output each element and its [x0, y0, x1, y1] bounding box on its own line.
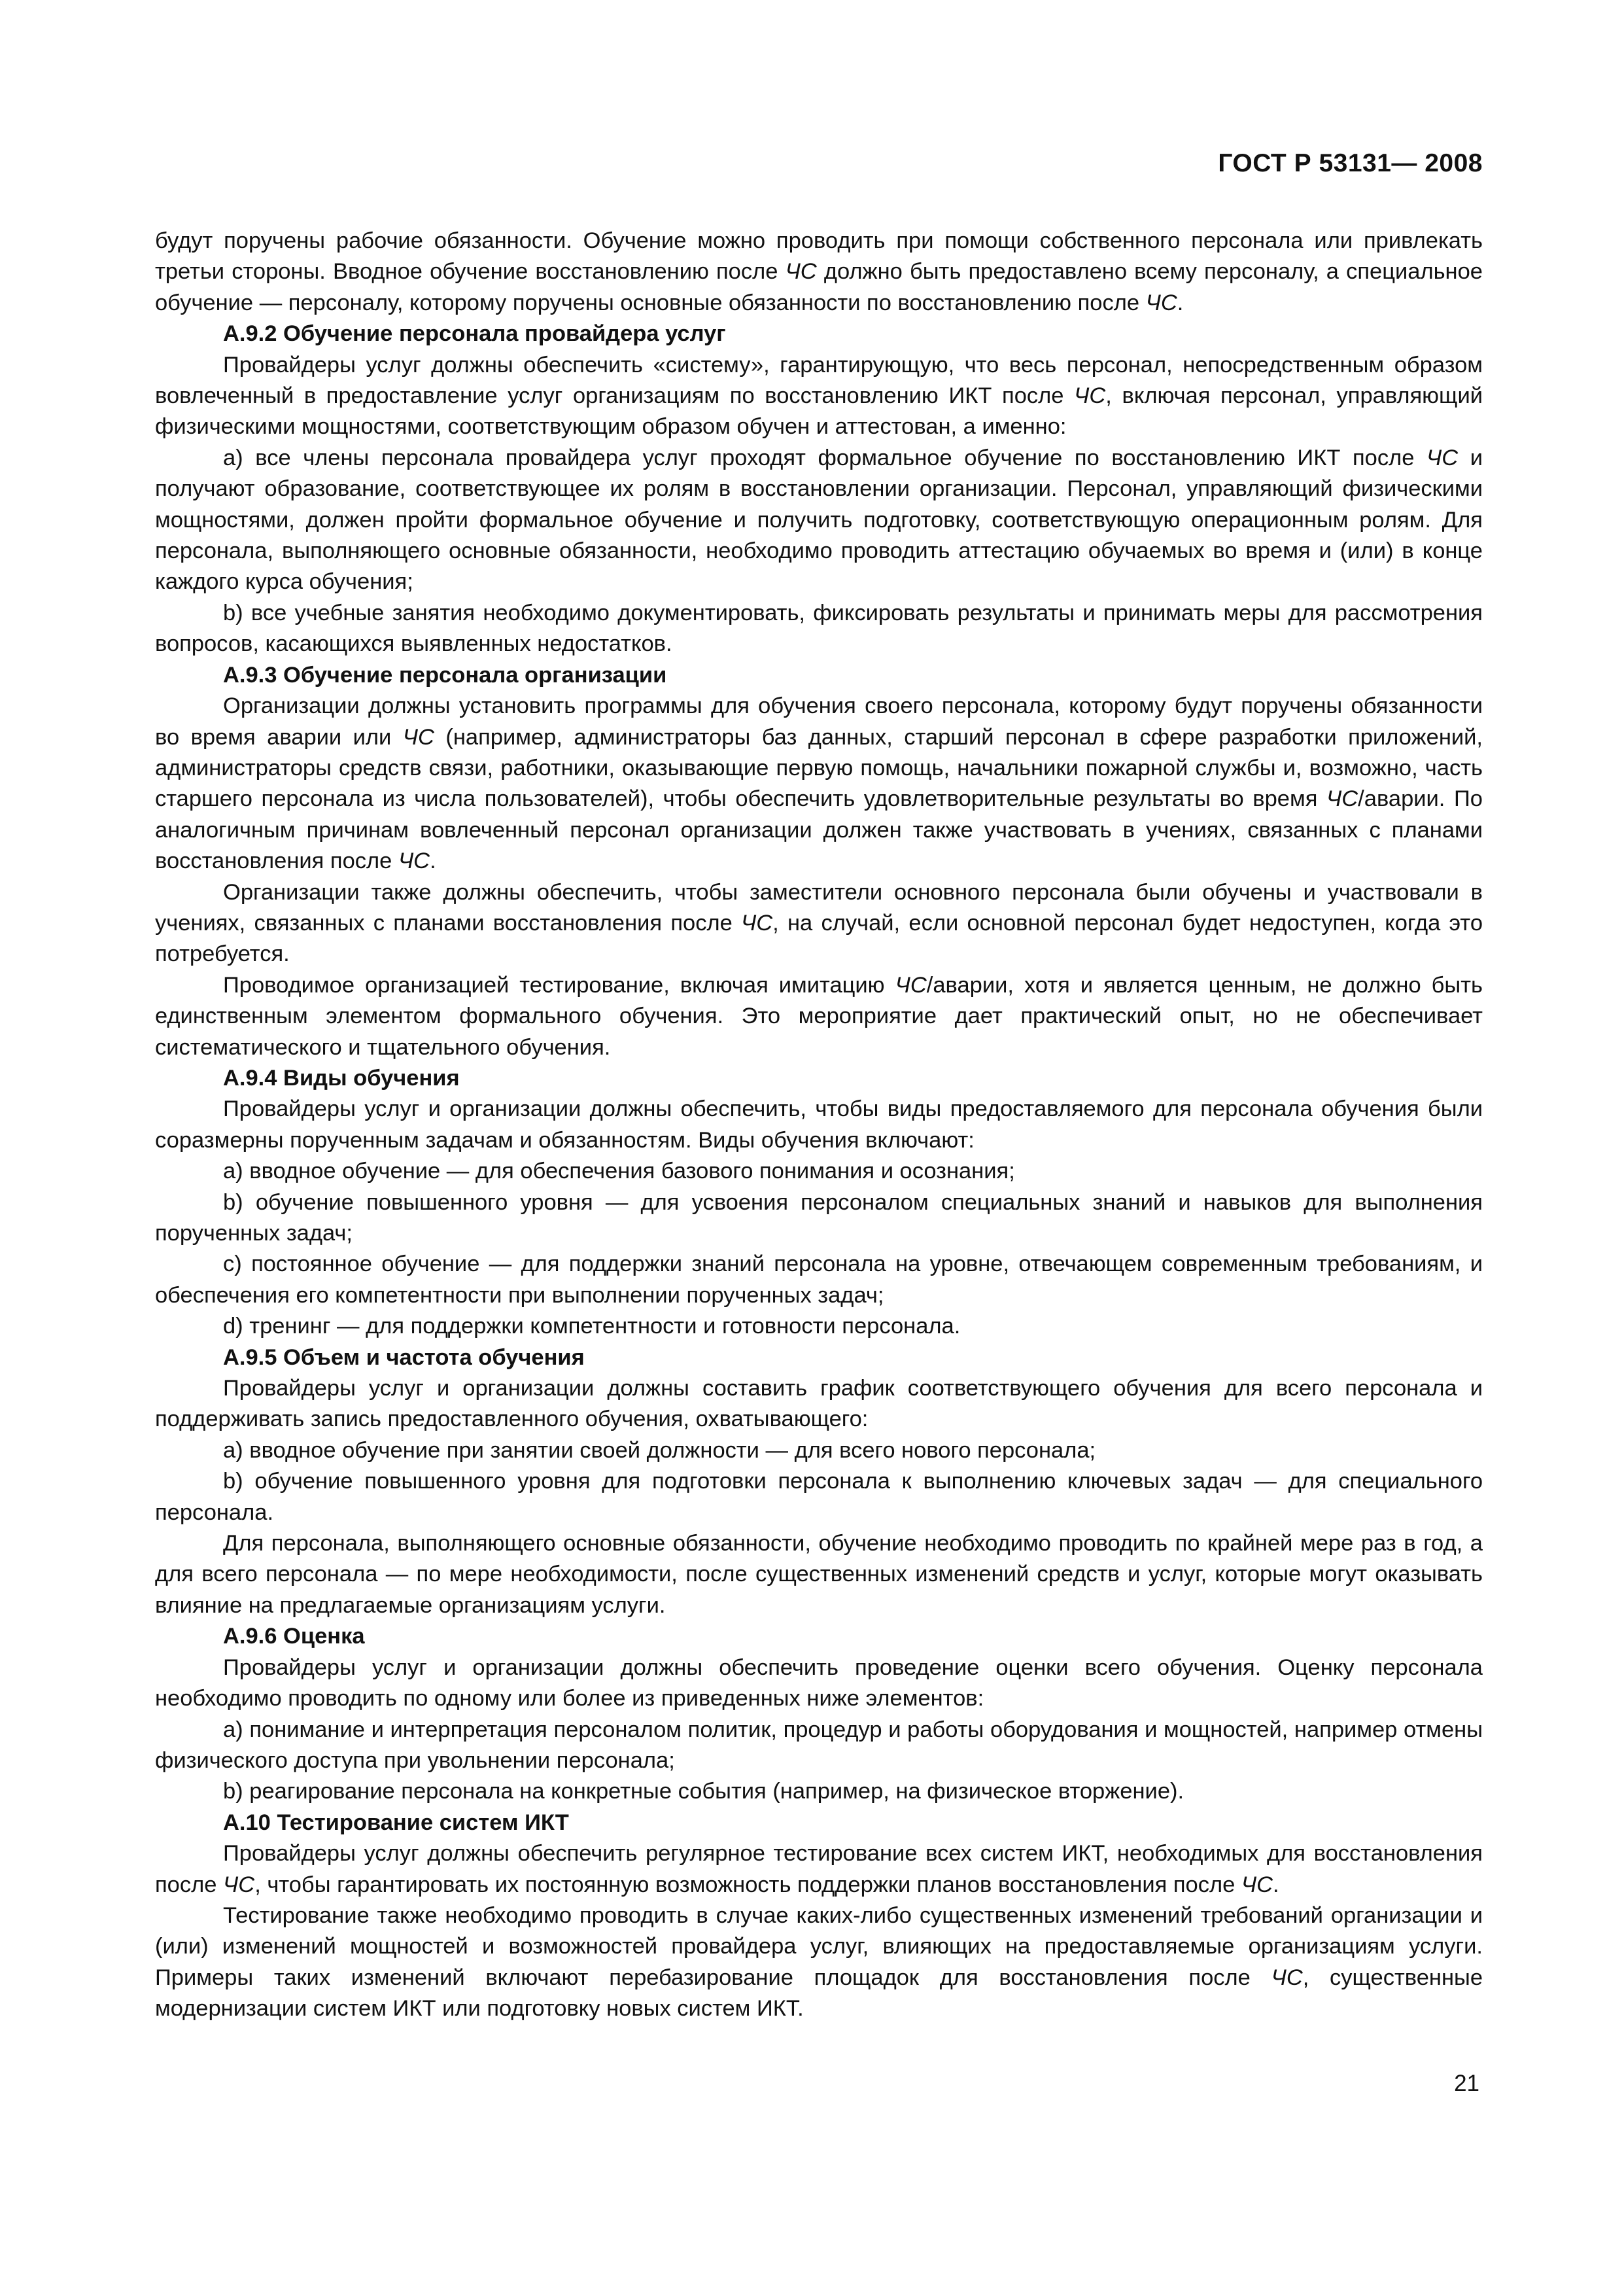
list-item-b: b) все учебные занятия необходимо документировать, фиксировать результаты и принимать меры для рассмотрения вопросов, касающихся выявленных недостатков. — [155, 600, 1483, 657]
page-number: 21 — [1454, 2071, 1479, 2096]
list-item-b: b) реагирование персонала на конкретные события (например, на физическое вторжение). — [223, 1779, 1184, 1804]
section-heading-a-9-5: А.9.5 Объем и частота обучения — [223, 1344, 585, 1370]
paragraph-continuation: будут поручены рабочие обязанности. Обучение можно проводить при помощи собственного персонала или привлекать третьи стороны. Вводное обучение восстановлению после ЧС должно быть предоставлено всему персоналу, а специальное обучение — персоналу, которому поручены основные обязанности по восстановлению после ЧС. — [155, 228, 1483, 315]
list-item-a: а) вводное обучение — для обеспечения базового понимания и осознания; — [223, 1159, 1015, 1184]
paragraph: Организации должны установить программы для обучения своего персонала, которому будут поручены обязанности во время аварии или ЧС (например, администраторы баз данных, старший персонал в сфере разработки приложений, администраторы средств связи, работники, оказывающие первую помощь, начальники пожарной службы и, возможно, часть старшего персонала из числа пользователей), чтобы обеспечить удовлетворительные результаты во время ЧС/аварии. По аналогичным причинам вовлеченный персонал организации должен также участвовать в учениях, связанных с планами восстановления после ЧС. — [155, 693, 1483, 874]
section-heading-a-9-3: А.9.3 Обучение персонала организации — [223, 662, 667, 688]
list-item-b: b) обучение повышенного уровня — для усвоения персоналом специальных знаний и навыков для выполнения порученных задач; — [155, 1189, 1483, 1246]
document-code-header: ГОСТ Р 53131— 2008 — [1218, 149, 1483, 177]
document-body — [155, 226, 1483, 2025]
paragraph: Провайдеры услуг должны обеспечить «систему», гарантирующую, что весь персонал, непосредственным образом вовлеченный в предоставление услуг организациям по восстановлению ИКТ после ЧС, включая персонал, управляющий физическими мощностями, соответствующим образом обучен и аттестован, а именно: — [155, 352, 1483, 440]
section-heading-a-9-4: А.9.4 Виды обучения — [223, 1065, 460, 1091]
section-heading-a-9-2: А.9.2 Обучение персонала провайдера услуг — [223, 321, 726, 347]
paragraph: Провайдеры услуг и организации должны обеспечить, чтобы виды предоставляемого для персонала обучения были соразмерны порученным задачам и обязанностям. Виды обучения включают: — [155, 1096, 1483, 1153]
paragraph: Тестирование также необходимо проводить в случае каких-либо существенных изменений требований организации и (или) изменений мощностей и возможностей провайдера услуг, влияющих на предоставляемые организациям услуги. Примеры таких изменений включают перебазирование площадок для восстановления после ЧС, существенные модернизации систем ИКТ или подготовку новых систем ИКТ. — [155, 1902, 1483, 2022]
list-item-c: с) постоянное обучение — для поддержки знаний персонала на уровне, отвечающем современным требованиям, и обеспечения его компетентности при выполнении порученных задач; — [155, 1252, 1483, 1308]
paragraph: Организации также должны обеспечить, чтобы заместители основного персонала были обучены и участвовали в учениях, связанных с планами восстановления после ЧС, на случай, если основной персонал будет недоступен, когда это потребуется. — [155, 879, 1483, 967]
list-item-b: b) обучение повышенного уровня для подготовки персонала к выполнению ключевых задач — для специального персонала. — [155, 1469, 1483, 1525]
list-item-a: а) вводное обучение при занятии своей должности — для всего нового персонала; — [223, 1437, 1096, 1463]
paragraph: Провайдеры услуг и организации должны составить график соответствующего обучения для всего персонала и поддерживать запись предоставленного обучения, охватывающего: — [155, 1376, 1483, 1432]
paragraph: Провайдеры услуг и организации должны обеспечить проведение оценки всего обучения. Оценку персонала необходимо проводить по одному или более из приведенных ниже элементов: — [155, 1655, 1483, 1711]
section-heading-a-10: А.10 Тестирование систем ИКТ — [223, 1810, 569, 1835]
section-heading-a-9-6: А.9.6 Оценка — [223, 1624, 365, 1649]
list-item-a: а) все члены персонала провайдера услуг проходят формальное обучение по восстановлению ИКТ после ЧС и получают образование, соответствующее их ролям в восстановлении организации. Персонал, управляющий физическими мощностями, должен пройти формальное обучение и получить подготовку, соответствующую операционным ролям. Для персонала, выполняющего основные обязанности, необходимо проводить аттестацию обучаемых во время и (или) в конце каждого курса обучения; — [155, 445, 1483, 595]
list-item-a: а) понимание и интерпретация персоналом политик, процедур и работы оборудования и мощностей, например отмены физического доступа при увольнении персонала; — [155, 1717, 1483, 1773]
paragraph: Проводимое организацией тестирование, включая имитацию ЧС/аварии, хотя и является ценным, не должно быть единственным элементом формального обучения. Это мероприятие дает практический опыт, но не обеспечивает систематического и тщательного обучения. — [155, 972, 1483, 1060]
list-item-d: d) тренинг — для поддержки компетентности и готовности персонала. — [223, 1314, 961, 1339]
paragraph: Для персонала, выполняющего основные обязанности, обучение необходимо проводить по крайней мере раз в год, а для всего персонала — по мере необходимости, после существенных изменений средств и услуг, которые могут оказывать влияние на предлагаемые организациям услуги. — [155, 1531, 1483, 1618]
paragraph: Провайдеры услуг должны обеспечить регулярное тестирование всех систем ИКТ, необходимых для восстановления после ЧС, чтобы гарантировать их постоянную возможность поддержки планов восстановления после ЧС. — [155, 1841, 1483, 1897]
